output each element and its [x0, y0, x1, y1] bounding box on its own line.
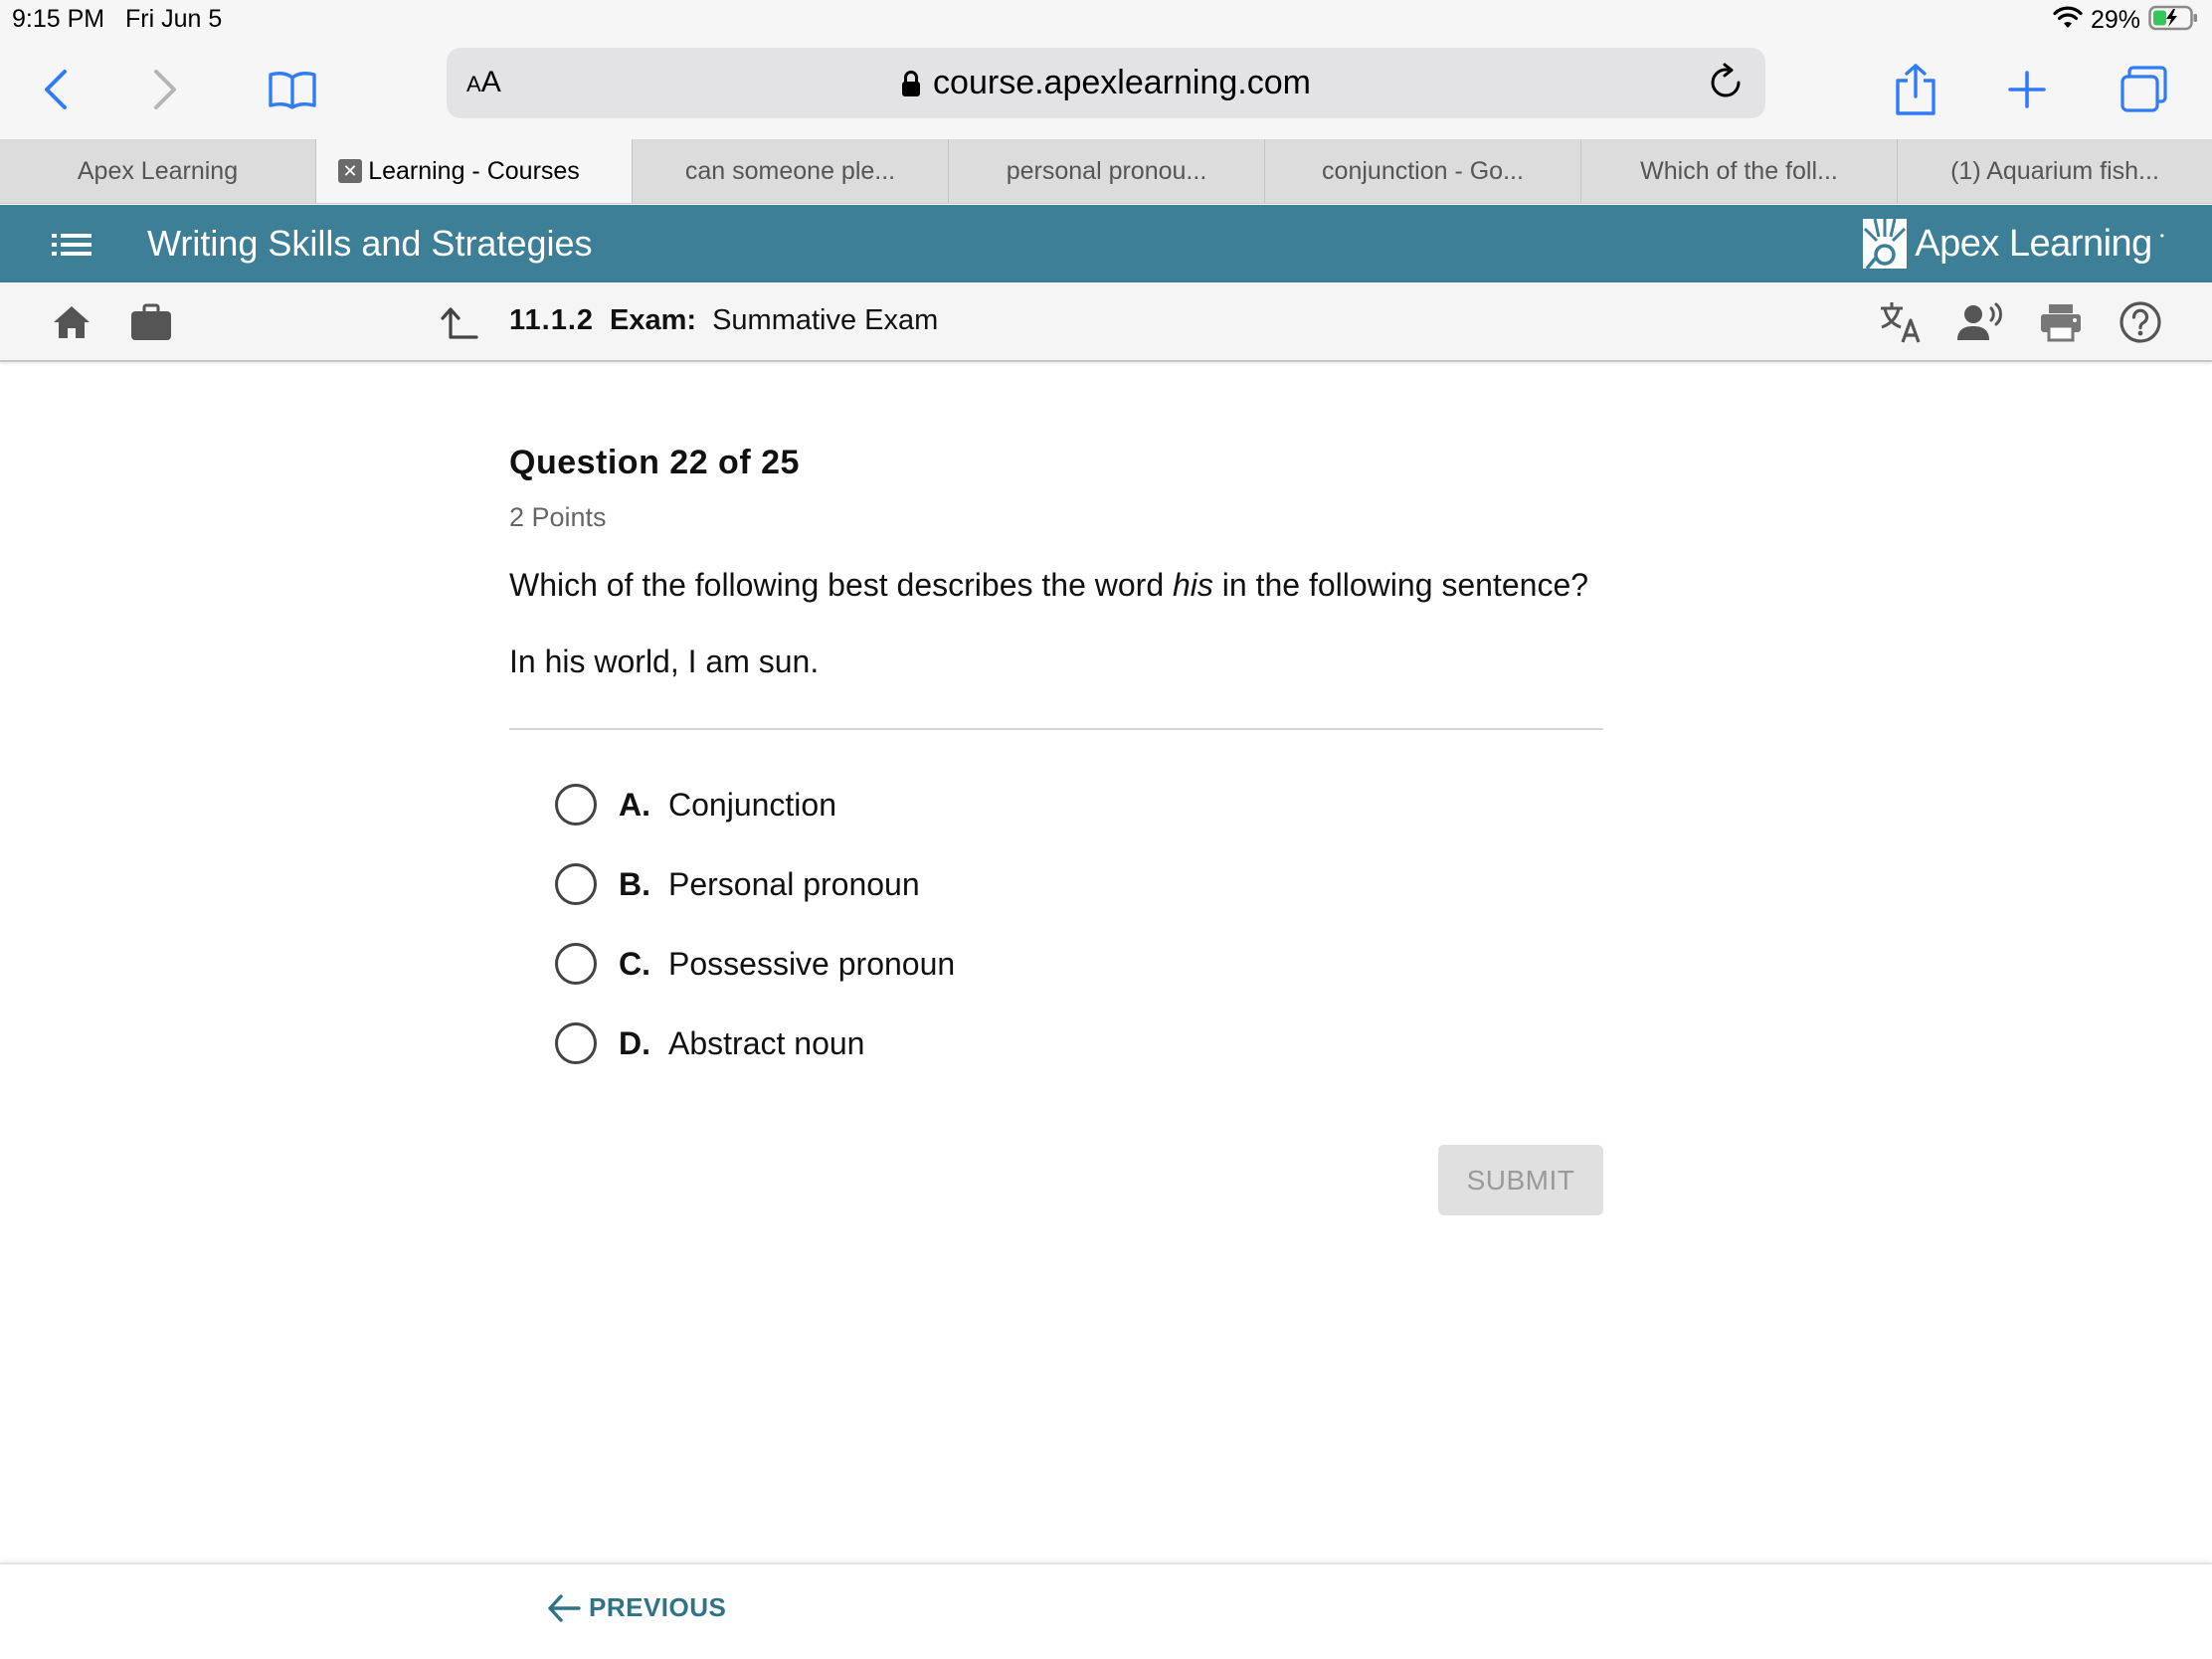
print-button[interactable] [2037, 298, 2085, 346]
status-time: 9:15 PM [12, 5, 105, 33]
read-aloud-button[interactable] [1957, 298, 2005, 346]
previous-button[interactable] [547, 1592, 726, 1623]
prompt-target-word: his [1173, 567, 1213, 603]
activity-number: 11.1.2 [509, 304, 595, 336]
briefcase-button[interactable] [127, 298, 175, 346]
activity-type: Exam: [610, 304, 697, 336]
status-indicators [2053, 4, 2198, 36]
tab-label: personal pronou... [1006, 156, 1207, 185]
answer-choice-d[interactable] [555, 1018, 864, 1068]
answer-choice-a[interactable] [555, 780, 836, 830]
read-aloud-icon [1957, 302, 2005, 342]
question-prompt [509, 567, 1588, 604]
choice-letter: D. [619, 1024, 650, 1061]
choice-text: Abstract noun [668, 1024, 865, 1061]
question-title: Question 22 of 25 [509, 444, 800, 481]
radio-button[interactable] [555, 1022, 597, 1064]
tab-aquarium-fish[interactable] [1898, 139, 2212, 203]
home-icon [52, 304, 92, 340]
tab-label: conjunction - Go... [1322, 156, 1524, 185]
prompt-text-before: Which of the following best describes the word [509, 567, 1165, 603]
choice-text: Conjunction [668, 786, 836, 823]
back-button[interactable] [24, 58, 88, 121]
breadcrumb [509, 304, 938, 337]
url-text: course.apexlearning.com [933, 64, 1311, 101]
activity-name: Summative Exam [712, 304, 939, 336]
arrow-left-icon [547, 1593, 581, 1623]
bottom-navigation [0, 1563, 2212, 1659]
tab-bar [0, 139, 2212, 204]
question-sentence: In his world, I am sun. [509, 644, 820, 679]
tab-label: Which of the foll... [1640, 156, 1838, 185]
choice-letter: C. [619, 945, 650, 982]
tab-label: can someone ple... [684, 156, 896, 185]
tab-personal-pronoun[interactable] [949, 139, 1265, 203]
up-level-button[interactable] [436, 298, 483, 346]
share-button[interactable] [1884, 58, 1947, 121]
bookmarks-icon [268, 70, 317, 109]
trademark: • [2159, 229, 2164, 243]
address-bar[interactable] [447, 48, 1765, 118]
status-bar [0, 0, 2212, 40]
apex-logo [1863, 217, 2164, 271]
course-header [0, 205, 2212, 282]
wifi-icon [2053, 6, 2083, 35]
tab-apex-learning[interactable] [0, 139, 316, 203]
menu-icon[interactable] [50, 227, 93, 263]
new-tab-button[interactable] [1995, 58, 2059, 121]
reload-icon[interactable] [1706, 63, 1746, 102]
forward-button[interactable] [133, 58, 197, 121]
divider [509, 728, 1603, 730]
previous-label: PREVIOUS [589, 1592, 727, 1622]
help-button[interactable] [2117, 298, 2164, 346]
choice-letter: B. [619, 865, 650, 902]
print-icon [2039, 302, 2083, 342]
tab-label: Apex Learning [77, 156, 239, 185]
question-points: 2 Points [509, 502, 607, 532]
brand-name: Apex Learning [1915, 222, 2152, 265]
answer-choice-b[interactable] [555, 859, 920, 909]
translate-button[interactable] [1878, 298, 1926, 346]
battery-icon [2148, 5, 2198, 36]
choice-text: Possessive pronoun [668, 945, 956, 982]
tabs-overview-button[interactable] [2113, 58, 2176, 121]
submit-button[interactable]: SUBMIT [1438, 1145, 1603, 1215]
radio-button[interactable] [555, 943, 597, 985]
briefcase-icon [130, 303, 172, 341]
answer-choice-c[interactable] [555, 939, 955, 989]
browser-toolbar [0, 40, 2212, 139]
help-icon [2119, 300, 2162, 344]
tabs-overview-icon [2120, 66, 2169, 113]
share-icon [1894, 63, 1937, 116]
translate-icon [1879, 300, 1925, 344]
choice-letter: A. [619, 786, 650, 823]
course-title: Writing Skills and Strategies [147, 223, 593, 264]
new-tab-icon [2007, 70, 2047, 109]
apex-logo-icon [1863, 217, 1907, 271]
activity-bar [0, 282, 2212, 362]
tab-label: Learning - Courses [368, 156, 580, 185]
radio-button[interactable] [555, 863, 597, 905]
battery-percent: 29% [2090, 5, 2140, 34]
radio-button[interactable] [555, 784, 597, 826]
tab-label: (1) Aquarium fish... [1950, 156, 2159, 185]
forward-icon [148, 68, 182, 111]
tab-learning-courses[interactable] [316, 139, 633, 203]
reader-aa-button[interactable]: AA [466, 66, 501, 98]
status-date: Fri Jun 5 [125, 5, 223, 33]
tab-which-of-the[interactable] [1581, 139, 1898, 203]
back-icon [39, 68, 73, 111]
choice-text: Personal pronoun [668, 865, 920, 902]
lock-icon [901, 70, 921, 97]
close-icon[interactable]: ✕ [338, 159, 362, 183]
home-button[interactable] [48, 298, 95, 346]
prompt-text-after: in the following sentence? [1221, 567, 1589, 603]
bookmarks-button[interactable] [261, 58, 324, 121]
up-arrow-icon [441, 305, 478, 339]
tab-can-someone[interactable] [633, 139, 949, 203]
tab-conjunction[interactable] [1265, 139, 1581, 203]
